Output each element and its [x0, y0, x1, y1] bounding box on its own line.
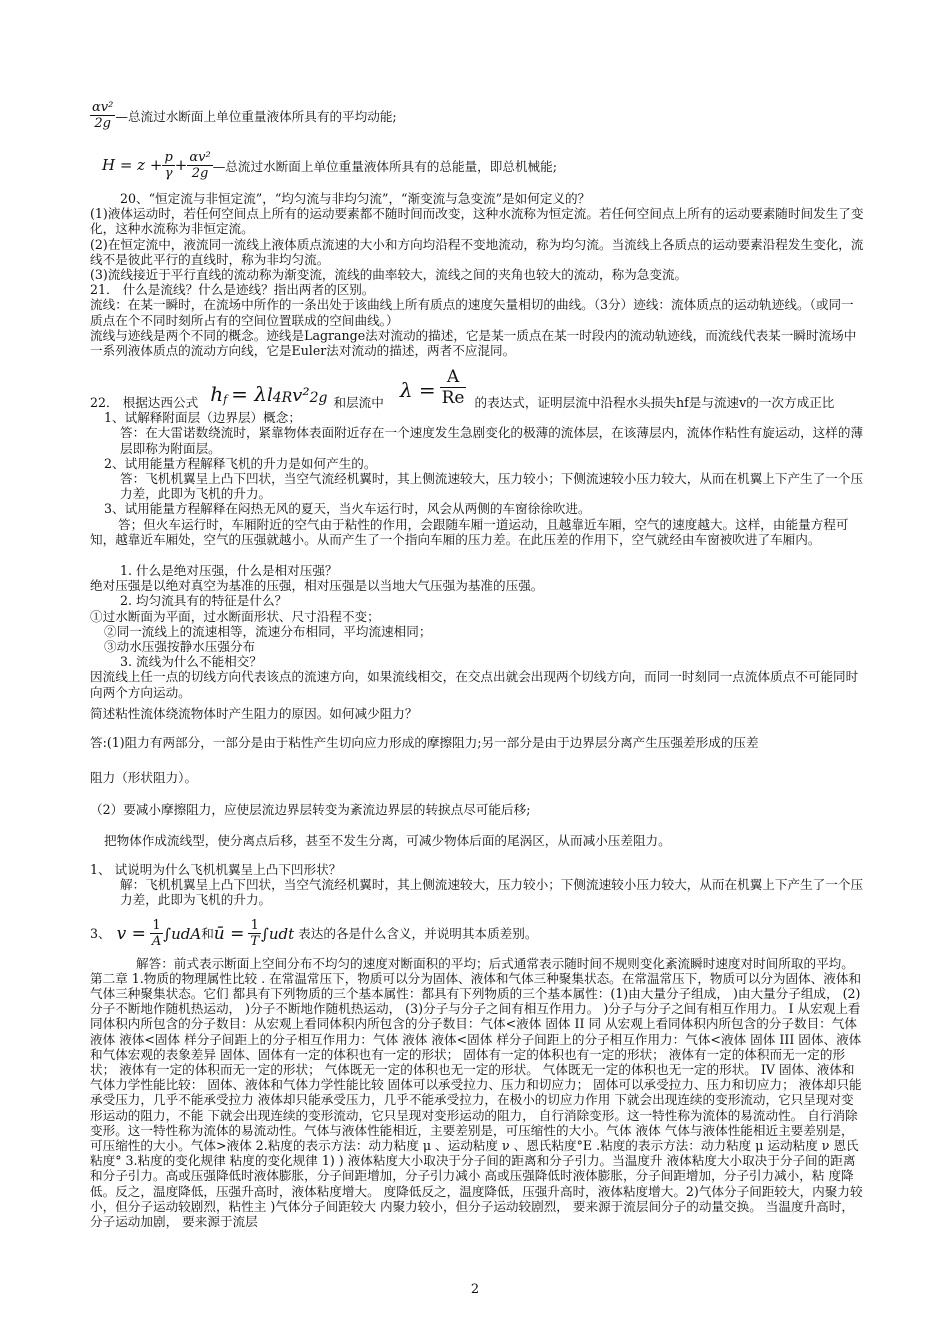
answer-text: ①过水断面为平面，过水断面形状、尺寸沿程不变； [90, 608, 380, 624]
answer-text: 答；但火车运行时，车厢附近的空气由于粘性的作用，会跟随车厢一道运动，且越靠近车厢，空气的速度越大。这样，由能量方程可知，越靠近车厢处，空气的压强就越小。从而产生了一个指向车厢的压力差。在此压差的作用下，空气就经由车窗被吹进了车厢内。 [90, 516, 849, 547]
question-22: 22． 根据达西公式 h $_f$ = λ l 4R v² 2g 和层流中 λ = $\frac{A}{Re}$ 的表达式，证明层流中沿程水头损失hf是与流速v的一次方成正比 [90, 367, 835, 411]
mean-velocity-formulas: 3、 v = $\frac{1}{A}$ ∫udA 和 ū = $\frac{1}{T}$ ∫udt 表达的各是什么含义，并说明其本质差别。 [90, 918, 538, 950]
document-page [90, 95, 865, 1229]
formula-description: —总流过水断面上单位重量液体所具有的平均动能; [115, 108, 397, 124]
darcy-formula: h $_f$ = λ l 4R v² 2g [210, 382, 328, 407]
question-heading: 简述粘性流体绕流物体时产生阻力的原因。如何减少阻力？ [90, 705, 418, 721]
fraction: $\frac{\text{αv²}}{2g}$ [92, 99, 114, 131]
answer-text: 阻力（形状阻力）。 [90, 770, 198, 786]
question-20: 20、“恒定流与非恒定流”，“均匀流与非均匀流”，“渐变流与急变流”是如何定义的？ [120, 191, 591, 206]
formula-description: —总流过水断面上单位重量液体所具有的总能量，即总机械能; [212, 158, 557, 174]
chapter-2-text: 第二章 1.物质的物理属性比较 . 在常温常压下，物质可以分为固体、液体和气体三种聚集状态。在常温常压下，物质可以分为固体、液体和气体三种聚集状态。它们 都具有下列物质的三个基本属性：都具有下列物质的三个基本属性：(1)由大量分子组成， )由大量分子组成， (2)分子不断地作随机热运动， )分子不断地作随机热运动， (3)分子与分子之间有相互作用力。 )分子与分子之间有相互作用力。 I 从宏观上看同体积内所包含的分子数目：从宏观上看同体积内所包含的分子数目：气体<液体 固体 II 同 从宏观上看同体积内所包含的分子数目：气体 液体 液体<固体 样分子间距上的分子相互作用力：气体 液体 液体<固体 样分子间距上的分子相互作用力：气体<液体 固体 III 固体、液体和气体宏观的表象差异 固体、固体有一定的体积也有一定的形状； 固体有一定的体积也有一定的形状； 液体有一定的体积而无一定的形状； 液体有一定的体积而无一定的形状； 气体既无一定的体积也无一定的形状。 气体既无一定的体积也无一定的形状。 IV 固体、液体和气体力学性能比较： 固体、液体和气体力学性能比较 固体可以承受拉力、压力和切应力； 固体可以承受拉力、压力和切应力； 液体却只能承受压力，几乎不能承受拉力 液体却只能承受压力，几乎不能承受拉力，在极小的切应力作用 下就会出现连续的变形流动，它只呈现对变形运动的阻力，不能 下就会出现连续的变形流动，它只呈现对变形运动的阻力， 自行消除变形。这一特性称为流体的易流动性。 自行消除变形。这一特性称为流体的易流动性。气体与液体性能相近，主要差别是，可压缩性的大小。气体 液体 气体与液体性能相近主要差别是，可压缩性的大小。气体>液体 2.粘度的表示方法：动力粘度 μ 、运动粘度 ν 、恩氏粘度°E .粘度的表示方法：动力粘度 μ 运动粘度 ν 恩氏粘度° 3.粘度的变化规律 粘度的变化规律 1) ) 液体粘度大小取决于分子间的距离和分子引力。当温度升 液体粘度大小取决于分子间的距离和分子引力。高或压强降低时液体膨胀，分子间距增加，分子引力减小 高或压强降低时液体膨胀，分子间距增加，分子引力减小，粘 度降低。反之，温度降低，压强升高时，液体粘度增大。 度降低反之，温度降低，压强升高时，液体粘度增大。2)气体分子间距较大，内聚力较小，但分子运动较剧烈，粘性主 )气体分子间距较大 内聚力较小，但分子运动较剧烈， 要来源于流层间分子的动量交换。 当温度升高时， 分子运动加剧， 要来源于流层 [90, 970, 863, 1229]
answer-text: 答:(1)阻力有两部分，一部分是由于粘性产生切向应力形成的摩擦阻力;另一部分是由于边界层分离产生压强差形成的压差 [90, 735, 759, 751]
section-item: 2. 均匀流具有的特征是什么？ [120, 593, 288, 609]
answer-text: 解：飞机机翼呈上凸下凹状，当空气流经机翼时，其上侧流速较大，压力较小；下侧流速较小压力较大，从而在机翼上下产生了一个压力差，此即为飞机的升力。 [120, 877, 864, 908]
answer-text: 流线与迹线是两个不同的概念。迹线是Lagrange法对流动的描述，它是某一质点在某一时段内的流动轨迹线，而流线代表某一瞬时流场中一系列液体质点的流动方向线，它是Euler法对流动的描述，两者不应混同。 [90, 327, 857, 359]
answer-text: 绝对压强是以绝对真空为基准的压强，相对压强是以当地大气压强为基准的压强。 [90, 578, 544, 594]
answer-text: 解答：前式表示断面上空间分布不均匀的速度对断面积的平均；后式通常表示随时间不规则变化紊流瞬时速度对时间所取的平均。 [136, 955, 854, 971]
section-item: 1、试解释附面层（边界层）概念； [104, 410, 301, 426]
answer-text: (3)流线接近于平行直线的流动称为渐变流，流线的曲率较大，流线之间的夹角也较大的流动，称为急变流。 [90, 267, 688, 283]
answer-text: (2)在恒定流中，液流同一流线上液体质点流速的大小和方向均沿程不变地流动，称为均匀流。当流线上各质点的运动要素沿程发生变化，流线不是彼此平行的直线时，称为非均匀流。 [90, 236, 864, 267]
answer-text: ③动水压强按静水压强分布 [104, 639, 256, 655]
formula-kinetic [90, 95, 865, 135]
formula-total-energy: H = z + $\frac{p}{\gamma}$ + $\frac{\text{αv²}}{2g}$ —总流过水断面上单位重量液体所具有的总能量，即总机械能; [102, 149, 557, 181]
section-item: 2、试用能量方程解释飞机的升力是如何产生的。 [104, 455, 377, 471]
answer-text: 答：飞机机翼呈上凸下凹状，当空气流经机翼时，其上侧流速较大，压力较小；下侧流速较小压力较大，从而在机翼上下产生了一个压力差，此即为飞机的升力。 [120, 471, 864, 502]
answer-text: ②同一流线上的流速相等，流速分布相同，平均流速相同； [104, 623, 432, 639]
section-item: 1、 试说明为什么飞机机翼呈上凸下凹形状？ [90, 861, 342, 877]
section-item: 3、试用能量方程解释在闷热无风的夏天，当火车运行时，风会从两侧的车窗徐徐吹进。 [104, 501, 591, 517]
answer-text: 流线：在某一瞬时，在流场中所作的一条出处于该曲线上所有质点的速度矢量相切的曲线。（3分）迹线：流体质点的运动轨迹线。（或同一质点在个不同时刻所占有的空间位置联成的空间曲线。） [90, 297, 854, 328]
section-item: 1. 什么是绝对压强，什么是相对压强？ [120, 563, 338, 579]
answer-text: 把物体作成流线型，使分离点后移，甚至不发生分离，可减少物体后面的尾涡区，从而减小压差阻力。 [104, 832, 671, 848]
answer-text: 因流线上任一点的切线方向代表该点的流速方向，如果流线相交，在交点出就会出现两个切线方向，而同一时刻同一点流体质点不可能同时向两个方向运动。 [90, 669, 859, 700]
answer-text: 答：在大雷诺数绕流时，紧靠物体表面附近存在一个速度发生急剧变化的极薄的流体层，在该薄层内，流体作粘性有旋运动，这样的薄层即称为附面层。 [120, 425, 864, 456]
section-item: 3. 流线为什么不能相交？ [120, 654, 262, 670]
answer-text: （2）要减小摩擦阻力，应使层流边界层转变为紊流边界层的转捩点尽可能后移; [90, 801, 531, 817]
answer-text: (1)液体运动时，若任何空间点上所有的运动要素都不随时间而改变，这种水流称为恒定流。若任何空间点上所有的运动要素随时间发生了变化，这种水流称为非恒定流。 [90, 206, 864, 237]
page-number: 2 [470, 1282, 480, 1297]
question-21: 21． 什么是流线？什么是迹线？指出两者的区别。 [90, 282, 375, 298]
